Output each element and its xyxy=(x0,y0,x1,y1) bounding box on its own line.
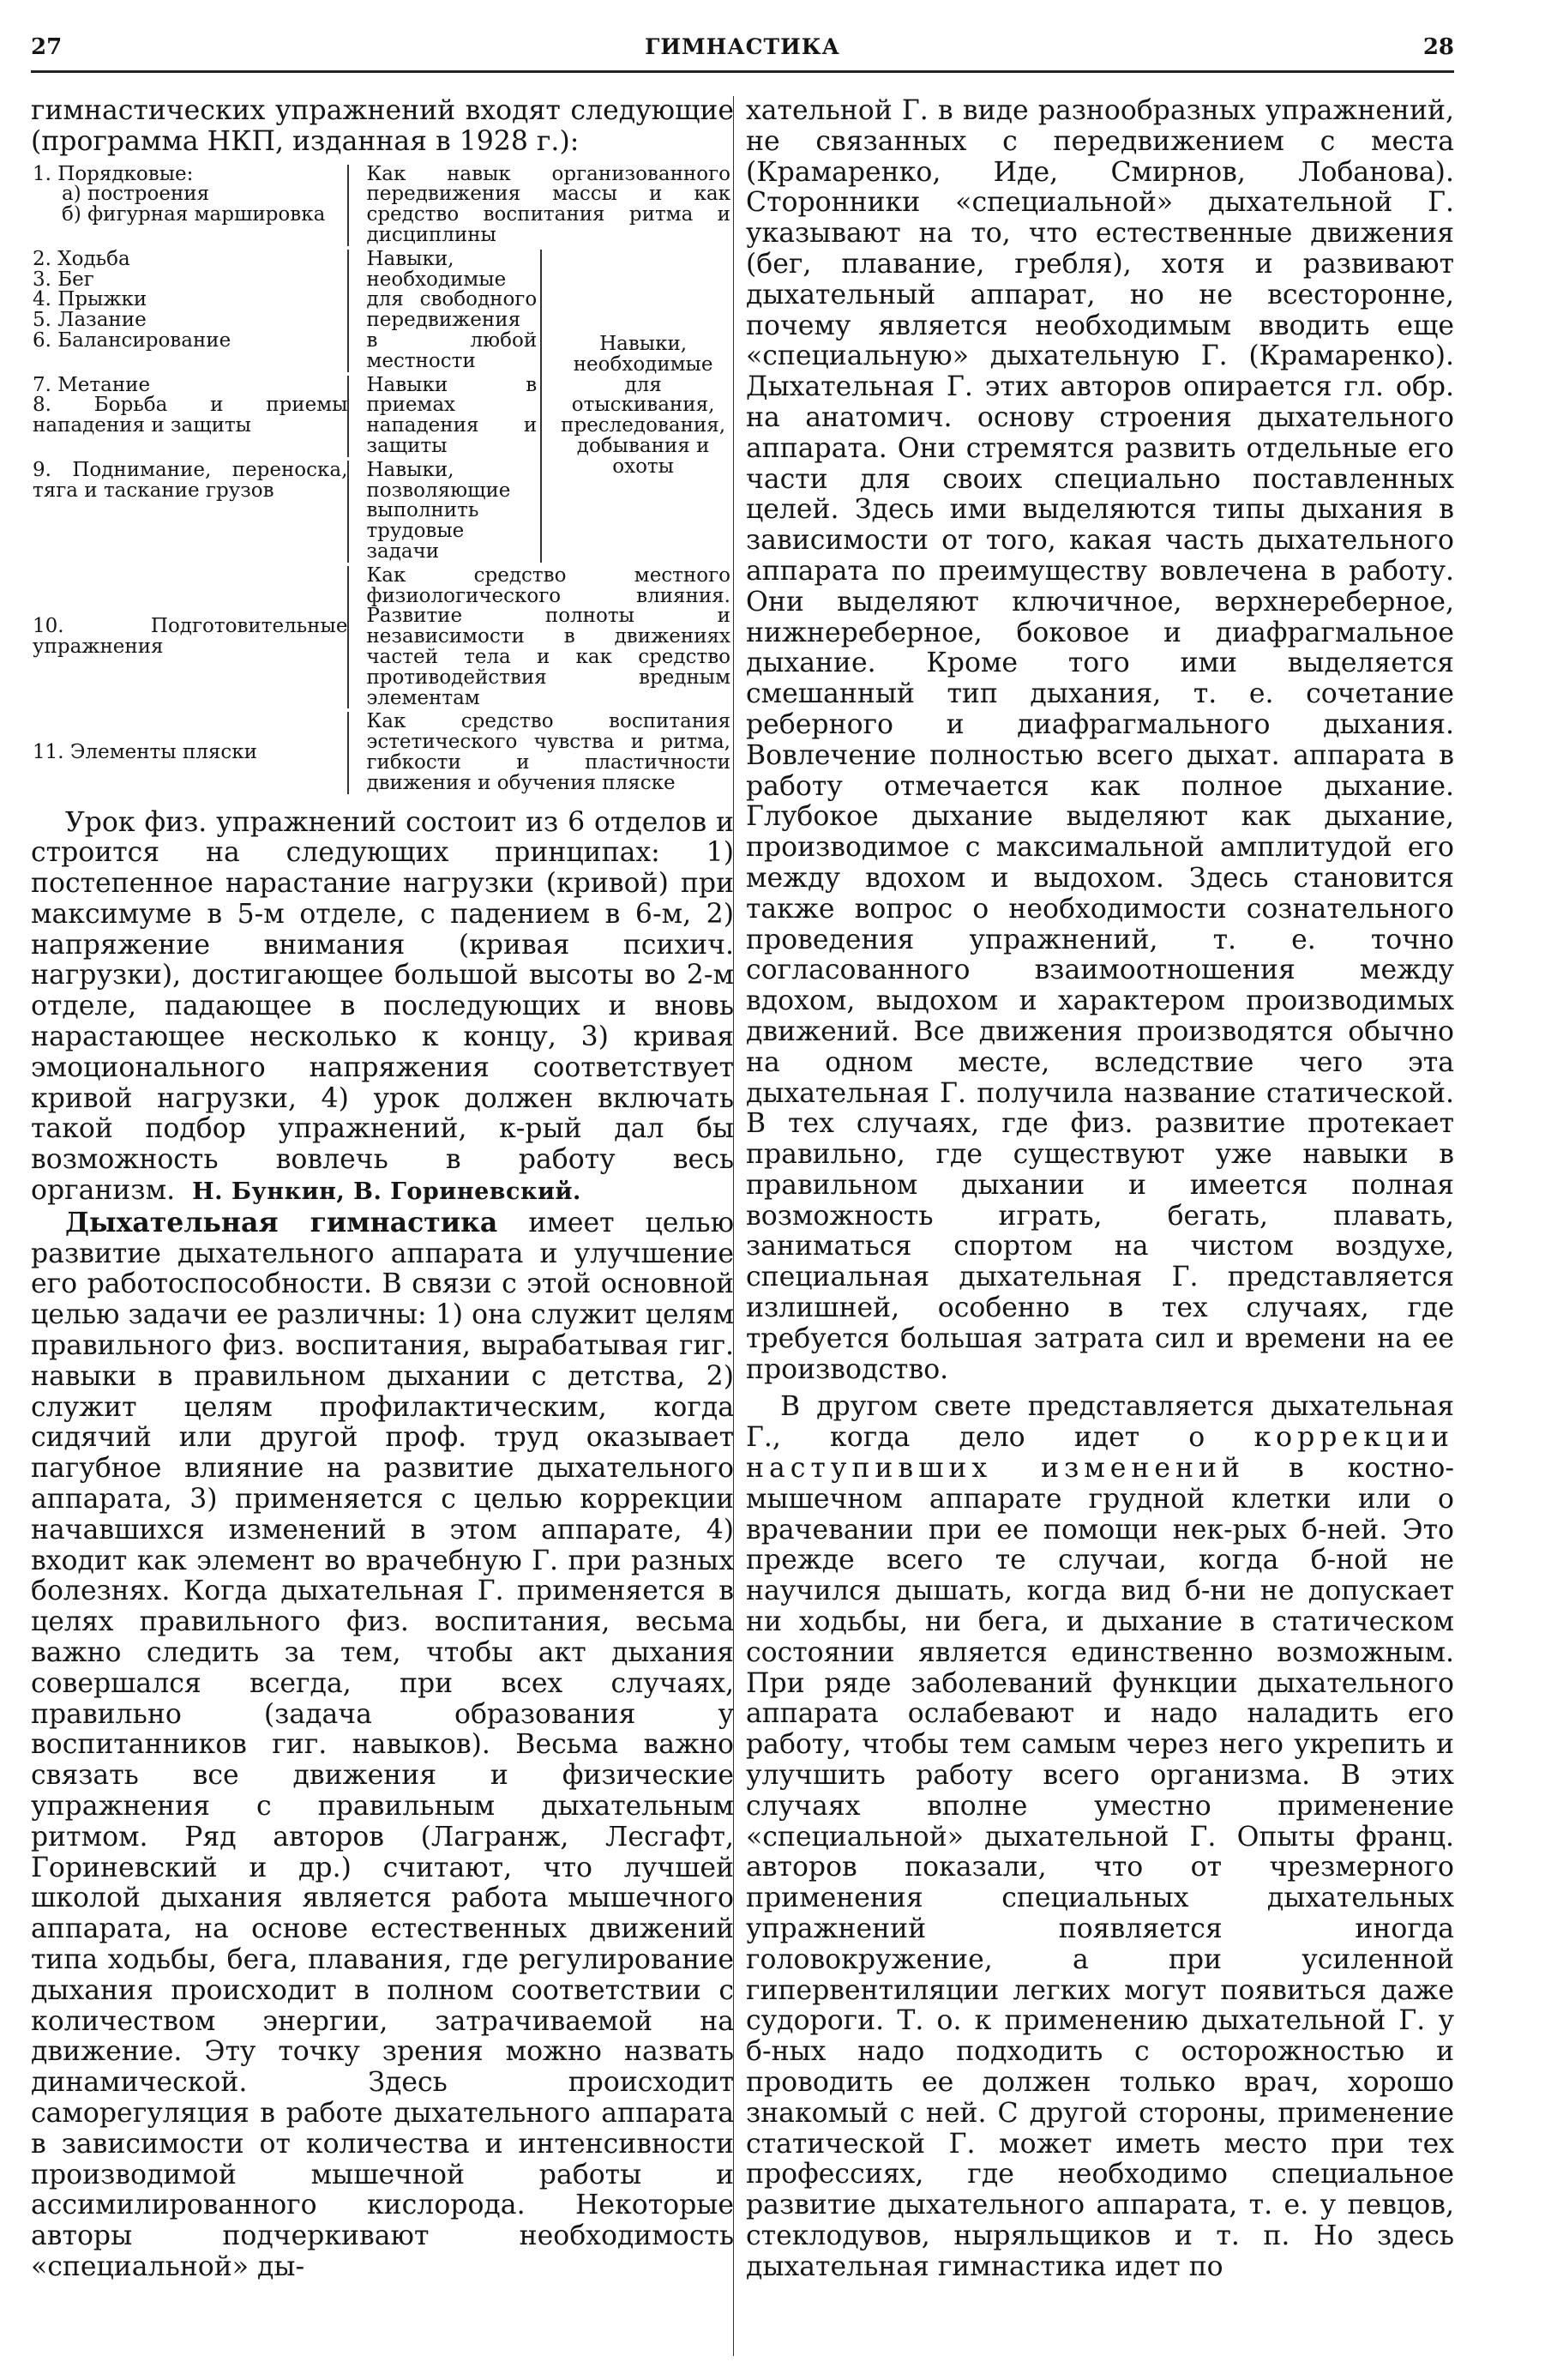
program-row xyxy=(31,165,734,246)
static-breathing-paragraph: хательной Г. в виде разнообразных упражнений, не связанных с передвижением с места (Крамаренко, Иде, Смирнов, Лобанова). Сторонники «специальной» дыхательной Г. указывают на то, что естественные движения (бег, плавание, гребля), хотя и развивают дыхательный аппарат, но не всесторонне, почему является необходимым вводить еще «специальную» дыхательную Г. (Крамаренко). Дыхательная Г. этих авторов опирается гл. обр. на анатомич. основу строения дыхательного аппарата. Они стремятся развить отдельные его части для своих специально поставленных целей. Здесь ими выделяются типы дыхания в зависимости от того, какая часть дыхательного аппарата по преимуществу вовлечена в работу. Они выделяют ключичное, верхнереберное, нижнереберное, боковое и диафрагмальное дыхание. Кроме того ими выделяется смешанный тип дыхания, т. е. сочетание реберного и диафрагмального дыхания. Вовлечение полностью всего дыхат. аппарата в работу отмечается как полное дыхание. Глубокое дыхание выделяют как дыхание, производимое с максимальной амплитудой его между вдохом и выдохом. Здесь становится также вопрос о необходимости сознательного проведения упражнений, т. е. точно согласованного взаимоотношения между вдохом, выдохом и характером производимых движений. Все движения производятся обычно на одном месте, вследствие чего эта дыхательная Г. получила название статической. В тех случаях, где физ. развитие протекает правильно, где существуют уже навыки в правильном дыхании и имеется полная возможность играть, бегать, плавать, заниматься спортом на чистом воздухе, специальная дыхательная Г. представляется излишней, особенно в тех случаях, где требуется большая затрата сил и времени на ее производство. xyxy=(746,95,1454,1385)
right-column xyxy=(746,96,1454,2283)
program-skill: Навыки в приемах нападения и защиты xyxy=(348,376,541,457)
program-skill: Как средство воспитания эстетического чувства и ритма, гибкости и пластичности движения и обучения пляске xyxy=(348,712,734,793)
page-number-right: 28 xyxy=(1422,34,1454,60)
running-title: ГИМНАСТИКА xyxy=(645,34,840,59)
program-skill: Навыки, позволяющие выполнить трудовые задачи xyxy=(348,461,541,563)
running-header xyxy=(31,31,1454,73)
program-items: 7. Метание 8. Борьба и приемы нападения и защиты xyxy=(33,373,348,437)
program-items: 1. Порядковые: а) построения б) фигурная маршировка xyxy=(33,162,326,226)
program-items: 11. Элементы пляски xyxy=(33,741,257,763)
lesson-paragraph: Урок физ. упражнений состоит из 6 отделов и строится на следующих принципах: 1) постепенное нарастание нагрузки (кривой) при максимуме в 5-м отделе, с падением в 6-м, 2) напряжение внимания (кривая психич. нагрузки), достигающее большой высоты во 2-м отделе, падающее в последующих и вновь нарастающее несколько к концу, 3) кривая эмоционального напряжения соответствует кривой нагрузки, 4) урок должен включать такой подбор упражнений, к-рый дал бы возможность вовлечь в работу весь организм. Н. Бункин, В. Гориневский. xyxy=(31,806,734,1207)
program-items: 10. Подготовительные упражнения xyxy=(33,615,348,659)
program-items: 2. Ходьба 3. Бег 4. Прыжки 5. Лазание 6. Балансирование xyxy=(33,247,231,352)
program-row xyxy=(31,250,734,372)
program-row xyxy=(31,566,734,709)
article-term: Дыхательная гимнастика xyxy=(65,1206,498,1238)
program-skill: Как навык организованного передвижения массы и как средство воспитания ритма и дисциплины xyxy=(348,165,734,246)
correction-paragraph: В другом свете представляется дыхательная Г., когда дело идет о коррекции наступивших изменений в костно-мышечном аппарате грудной клетки или о врачевании при ее помощи нек-рых б-ней. Это прежде всего те случаи, когда б-ной не научился дышать, когда вид б-ни не допускает ни ходьбы, ни бега, и дыхание в статическом состоянии является единственно возможным. При ряде заболеваний функции дыхательного аппарата ослабевают и надо наладить его работу, чтобы тем самым через него укрепить и улучшить работу всего организма. В этих случаях вполне уместно применение «специальной» дыхательной Г. Опыты франц. авторов показали, что от чрезмерного применения специальных дыхательных упражнений появляется иногда головокружение, а при усиленной гипервентиляции легких могут появиться даже судороги. Т. о. к применению дыхательной Г. у б-ных надо подходить с осторожностью и проводить ее должен только врач, хорошо знакомый с ней. С другой стороны, применение статической Г. может иметь место при тех профессиях, где необходимо специальное развитие дыхательного аппарата, т. е. у певцов, стеклодувов, ныряльщиков и т. п. Но здесь дыхательная гимнастика идет по xyxy=(746,1391,1455,2282)
emphasis-text: коррекции наступивших изменений xyxy=(746,1422,1455,1485)
left-column xyxy=(31,96,734,2283)
program-row xyxy=(31,712,734,793)
program-skill: Навыки, необходимые для свободного передвижения в любой местности xyxy=(348,250,541,372)
page-number-left: 27 xyxy=(31,34,63,60)
program-far-skill: Навыки, необходимые для отыскивания, преследования, добывания и охоты xyxy=(541,250,734,563)
article-authors: Н. Бункин, В. Гориневский. xyxy=(192,1178,581,1206)
program-items: 9. Поднимание, переноска, тяга и таскание грузов xyxy=(33,458,348,502)
program-table xyxy=(31,162,734,794)
intro-paragraph: гимнастических упражнений входят следующие (программа НКП, изданная в 1928 г.): xyxy=(31,95,734,157)
breathing-paragraph: Дыхательная гимнастика имеет целью развитие дыхательного аппарата и улучшение его работоспособности. В связи с этой основной целью задачи ее различны: 1) она служит целям правильного физ. воспитания, вырабатывая гиг. навыки в правильном дыхании с детства, 2) служит целям профилактическим, когда сидячий или другой проф. труд оказывает пагубное влияние на развитие дыхательного аппарата, 3) применяется с целью коррекции начавшихся изменений в этом аппарате, 4) входит как элемент во врачебную Г. при разных болезнях. Когда дыхательная Г. применяется в целях правильного физ. воспитания, весьма важно следить за тем, чтобы акт дыхания совершался всегда, при всех случаях, правильно (задача образования у воспитанников гиг. навыков). Весьма важно связать все движения и физические упражнения с правильным дыхательным ритмом. Ряд авторов (Лагранж, Лесгафт, Гориневский и др.) считают, что лучшей школой дыхания является работа мышечного аппарата, на основе естественных движений типа ходьбы, бега, плавания, где регулирование дыхания происходит в полном соответствии с количеством энергии, затрачиваемой на движение. Эту точку зрения можно назвать динамической. Здесь происходит саморегуляция в работе дыхательного аппарата в зависимости от количества и интенсивности производимой мышечной работы и ассимилированного кислорода. Некоторые авторы подчеркивают необходимость «специальной» ды- xyxy=(31,1206,735,2282)
program-skill: Как средство местного физиологического влияния. Развитие полноты и независимости в движениях частей тела и как средство противодействия вредным элементам xyxy=(348,566,734,709)
